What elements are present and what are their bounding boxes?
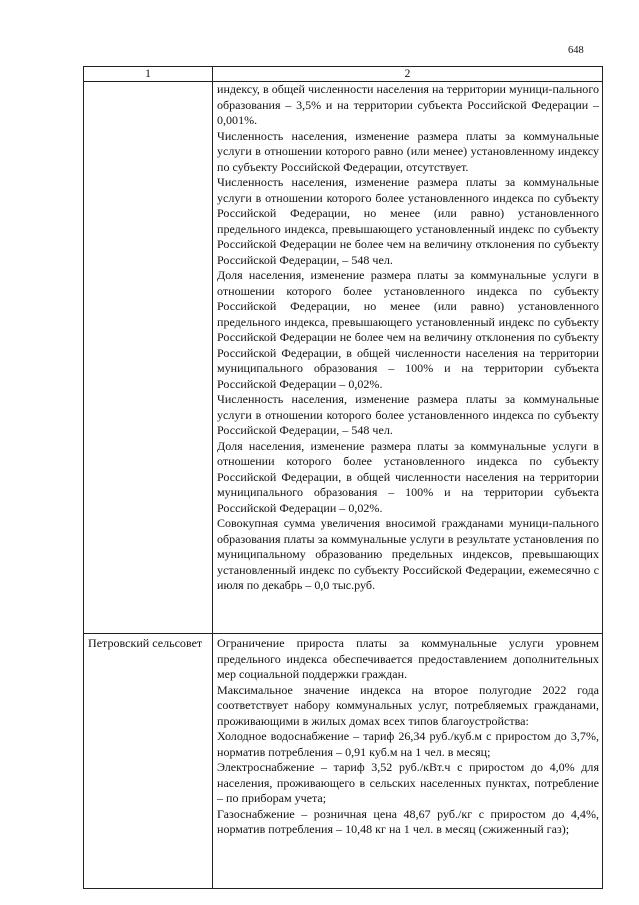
row-label xyxy=(84,82,212,84)
document-table xyxy=(83,66,603,889)
row-label: Петровский сельсовет xyxy=(88,636,203,650)
paragraph: Совокупная сумма увеличения вносимой гражданами муници-пального образования платы за коммунальные услуги в результате установления по муниципальному образованию предельных индексов, превышающих установленный индекс по субъекту Российской Федерации, ежемесячно с июля по декабрь – 0,0 тыс.руб. xyxy=(217,516,599,592)
column-header-2: 2 xyxy=(213,67,603,82)
table-row xyxy=(84,82,603,634)
paragraph: индексу, в общей численности населения на территории муници-пального образования – 3,5% и на территории субъекта Российской Федерации – 0,001%. xyxy=(217,82,599,127)
paragraph: Электроснабжение – тариф 3,52 руб./кВт.ч с приростом до 4,0% для населения, проживающего в сельских населенных пунктах, потребление – по приборам учета; xyxy=(217,760,599,805)
column-header-1: 1 xyxy=(84,67,213,82)
paragraph: Максимальное значение индекса на второе полугодие 2022 года соответствует набору коммунальных услуг, потребляемых гражданами, проживающими в жилых домах всех типов благоустройства: xyxy=(217,682,599,728)
table-header-row xyxy=(84,67,603,82)
paragraph: Газоснабжение – розничная цена 48,67 руб./кг с приростом до 4,4%, норматив потребления – 10,48 кг на 1 чел. в месяц (сжиженный газ); xyxy=(217,806,599,836)
row-text-cell xyxy=(213,634,603,889)
paragraph: Доля населения, изменение размера платы за коммунальные услуги в отношении которого более установленного индекса по субъекту Российской Федерации, но менее (или равно) установленного предельного индекса, превышающего установленный индекс по субъекту Российской Федерации не более чем на величину отклонения по субъекту Российской Федерации, в общей численности населения на территории муниципального образования – 100% и на территории субъекта Российской Федерации – 0,02%. xyxy=(217,268,599,391)
row-label-cell xyxy=(84,634,213,889)
row-text-cell xyxy=(213,82,603,634)
paragraph: Численность населения, изменение размера платы за коммунальные услуги в отношении которого равно (или менее) установленному индексу по субъекту Российской Федерации, отсутствует. xyxy=(217,128,599,174)
table-row xyxy=(84,634,603,889)
paragraph: Ограничение прироста платы за коммунальные услуги уровнем предельного индекса обеспечивается предоставлением дополнительных мер социальной поддержки граждан. xyxy=(217,636,599,681)
page-number: 648 xyxy=(568,45,584,56)
paragraph: Холодное водоснабжение – тариф 26,34 руб./куб.м с приростом до 3,7%, норматив потребления – 0,91 куб.м на 1 чел. в месяц; xyxy=(217,729,599,759)
paragraph: Численность населения, изменение размера платы за коммунальные услуги в отношении которого более установленного индекса по субъекту Российской Федерации, – 548 чел. xyxy=(217,392,599,437)
paragraph: Численность населения, изменение размера платы за коммунальные услуги в отношении которого более установленного индекса по субъекту Российской Федерации, но менее (или равно) установленного предельного индекса, превышающего установленный индекс по субъекту Российской Федерации не более чем на величину отклонения по субъекту Российской Федерации, – 548 чел. xyxy=(217,175,599,267)
paragraph: Доля населения, изменение размера платы за коммунальные услуги в отношении которого более установленного индекса по субъекту Российской Федерации, в общей численности населения на территории муниципального образования – 100% и на территории субъекта Российской Федерации – 0,02%. xyxy=(217,438,599,515)
row-label-cell xyxy=(84,82,213,634)
